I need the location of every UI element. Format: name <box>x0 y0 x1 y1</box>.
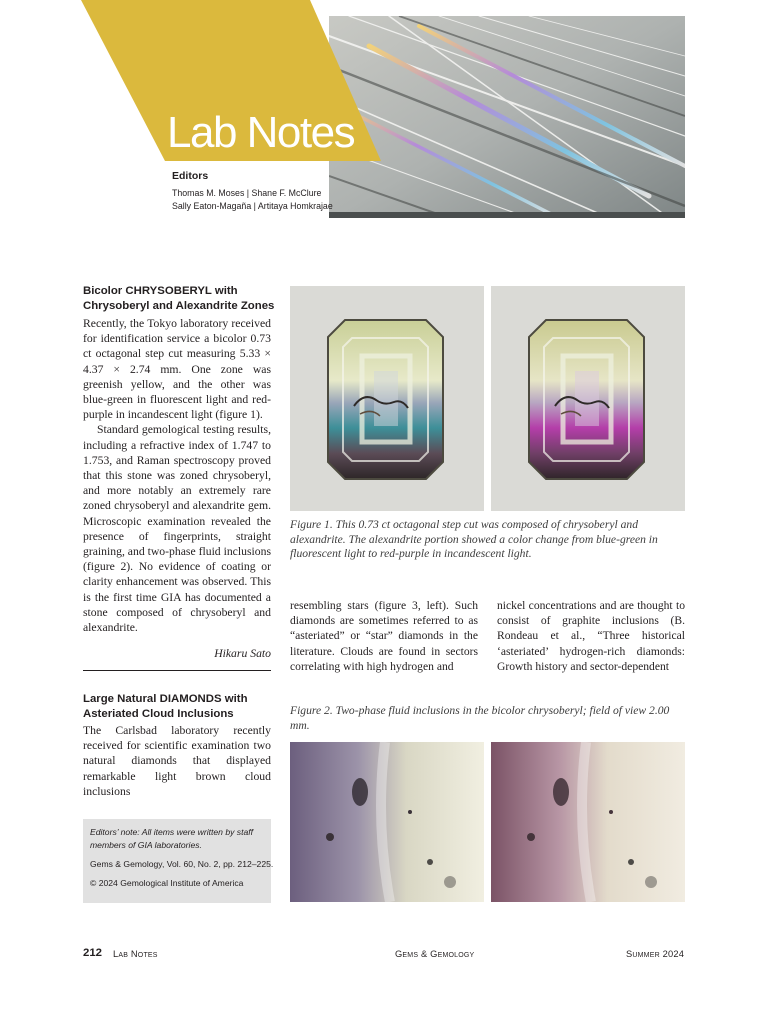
section-title <box>83 692 283 722</box>
section-title-line: Large Natural DIAMONDS with <box>83 693 248 705</box>
editors-line: Thomas M. Moses | Shane F. McClure <box>172 188 322 198</box>
editors-heading: Editors <box>172 170 209 182</box>
figure1-photo-incandescent <box>491 286 685 511</box>
footer-section-name: Lab Notes <box>113 949 158 959</box>
copyright-line: © 2024 Gemological Institute of America <box>90 878 244 888</box>
inclusion-image <box>491 742 685 902</box>
author-byline: Hikaru Sato <box>214 647 271 660</box>
page-number: 212 <box>83 947 103 959</box>
footer-issue: Summer 2024 <box>626 949 685 959</box>
section-divider <box>83 670 271 671</box>
section-title-line: Bicolor CHRYSOBERYL with <box>83 285 238 297</box>
section-title <box>83 284 283 314</box>
figure2-photo-right <box>491 742 685 902</box>
inclusion-image <box>290 742 484 902</box>
article-body <box>83 723 271 799</box>
editors-note-box <box>83 819 274 903</box>
editors-note-line: Editors’ note: All items were written by staff <box>90 827 254 837</box>
figure2-photo-left <box>290 742 484 902</box>
body-column-text: nickel concentrations and are thought to consist of graphite inclusions (B. Rondeau et al., “Three historical ‘asteriated’ hydrogen-rich diamonds: Growth history and sector-dependent <box>497 599 685 673</box>
section-title-line: Asteriated Cloud Inclusions <box>83 708 234 720</box>
body-paragraph: Standard gemological testing results, including a refractive index of 1.747 to 1.753, and Raman spectroscopy proved that this stone was zoned chrysoberyl, and more notably an extremely rare zoned chrysoberyl and alexandrite gem. Microscopic examination revealed the presence of fingerprints, straight graining, and two-phase fluid inclusions (figure 2). No evidence of coating or clarity enhancement was observed. This is the first time GIA has documented a stone composed of chrysoberyl and alexandrite. <box>83 423 271 635</box>
editors-note-line: members of GIA laboratories. <box>90 840 202 850</box>
body-paragraph: The Carlsbad laboratory recently received for scientific examination two natural diamonds that displayed remarkable light brown cloud inclusions <box>83 724 271 798</box>
figure1-photo-fluorescent <box>290 286 484 511</box>
footer-journal-name: Gems & Gemology <box>395 949 475 959</box>
body-paragraph: Recently, the Tokyo laboratory received for identification service a bicolor 0.73 ct octagonal step cut measuring 5.33 × 4.37 × 2.74 mm. One zone was greenish yellow, and the other was blue-green in fluorescent light and red-purple in incandescent light (figure 1). <box>83 317 271 422</box>
section-title-line: Chrysoberyl and Alexandrite Zones <box>83 300 275 312</box>
body-column-text: resembling stars (figure 3, left). Such diamonds are sometimes referred to as “asteriated” or “star” diamonds in the literature. Clouds are found in sectors correlating with high hydrogen and <box>290 599 478 673</box>
editors-line: Sally Eaton-Magaña | Artitaya Homkrajae <box>172 201 333 211</box>
gem-image <box>290 286 484 511</box>
figure2-caption: Figure 2. Two-phase fluid inclusions in the bicolor chrysoberyl; field of view 2.00 mm. <box>290 704 670 732</box>
figure1-caption: Figure 1. This 0.73 ct octagonal step cut was composed of chrysoberyl and alexandrite. The alexandrite portion showed a color change from blue-green in fluorescent light to red-purple in incandescent light. <box>290 518 658 560</box>
page-title: Lab Notes <box>167 108 355 157</box>
editors-note <box>90 826 273 890</box>
citation-line: Gems & Gemology, Vol. 60, No. 2, pp. 212–225. <box>90 859 274 869</box>
article-body <box>83 316 271 635</box>
gem-image <box>491 286 685 511</box>
